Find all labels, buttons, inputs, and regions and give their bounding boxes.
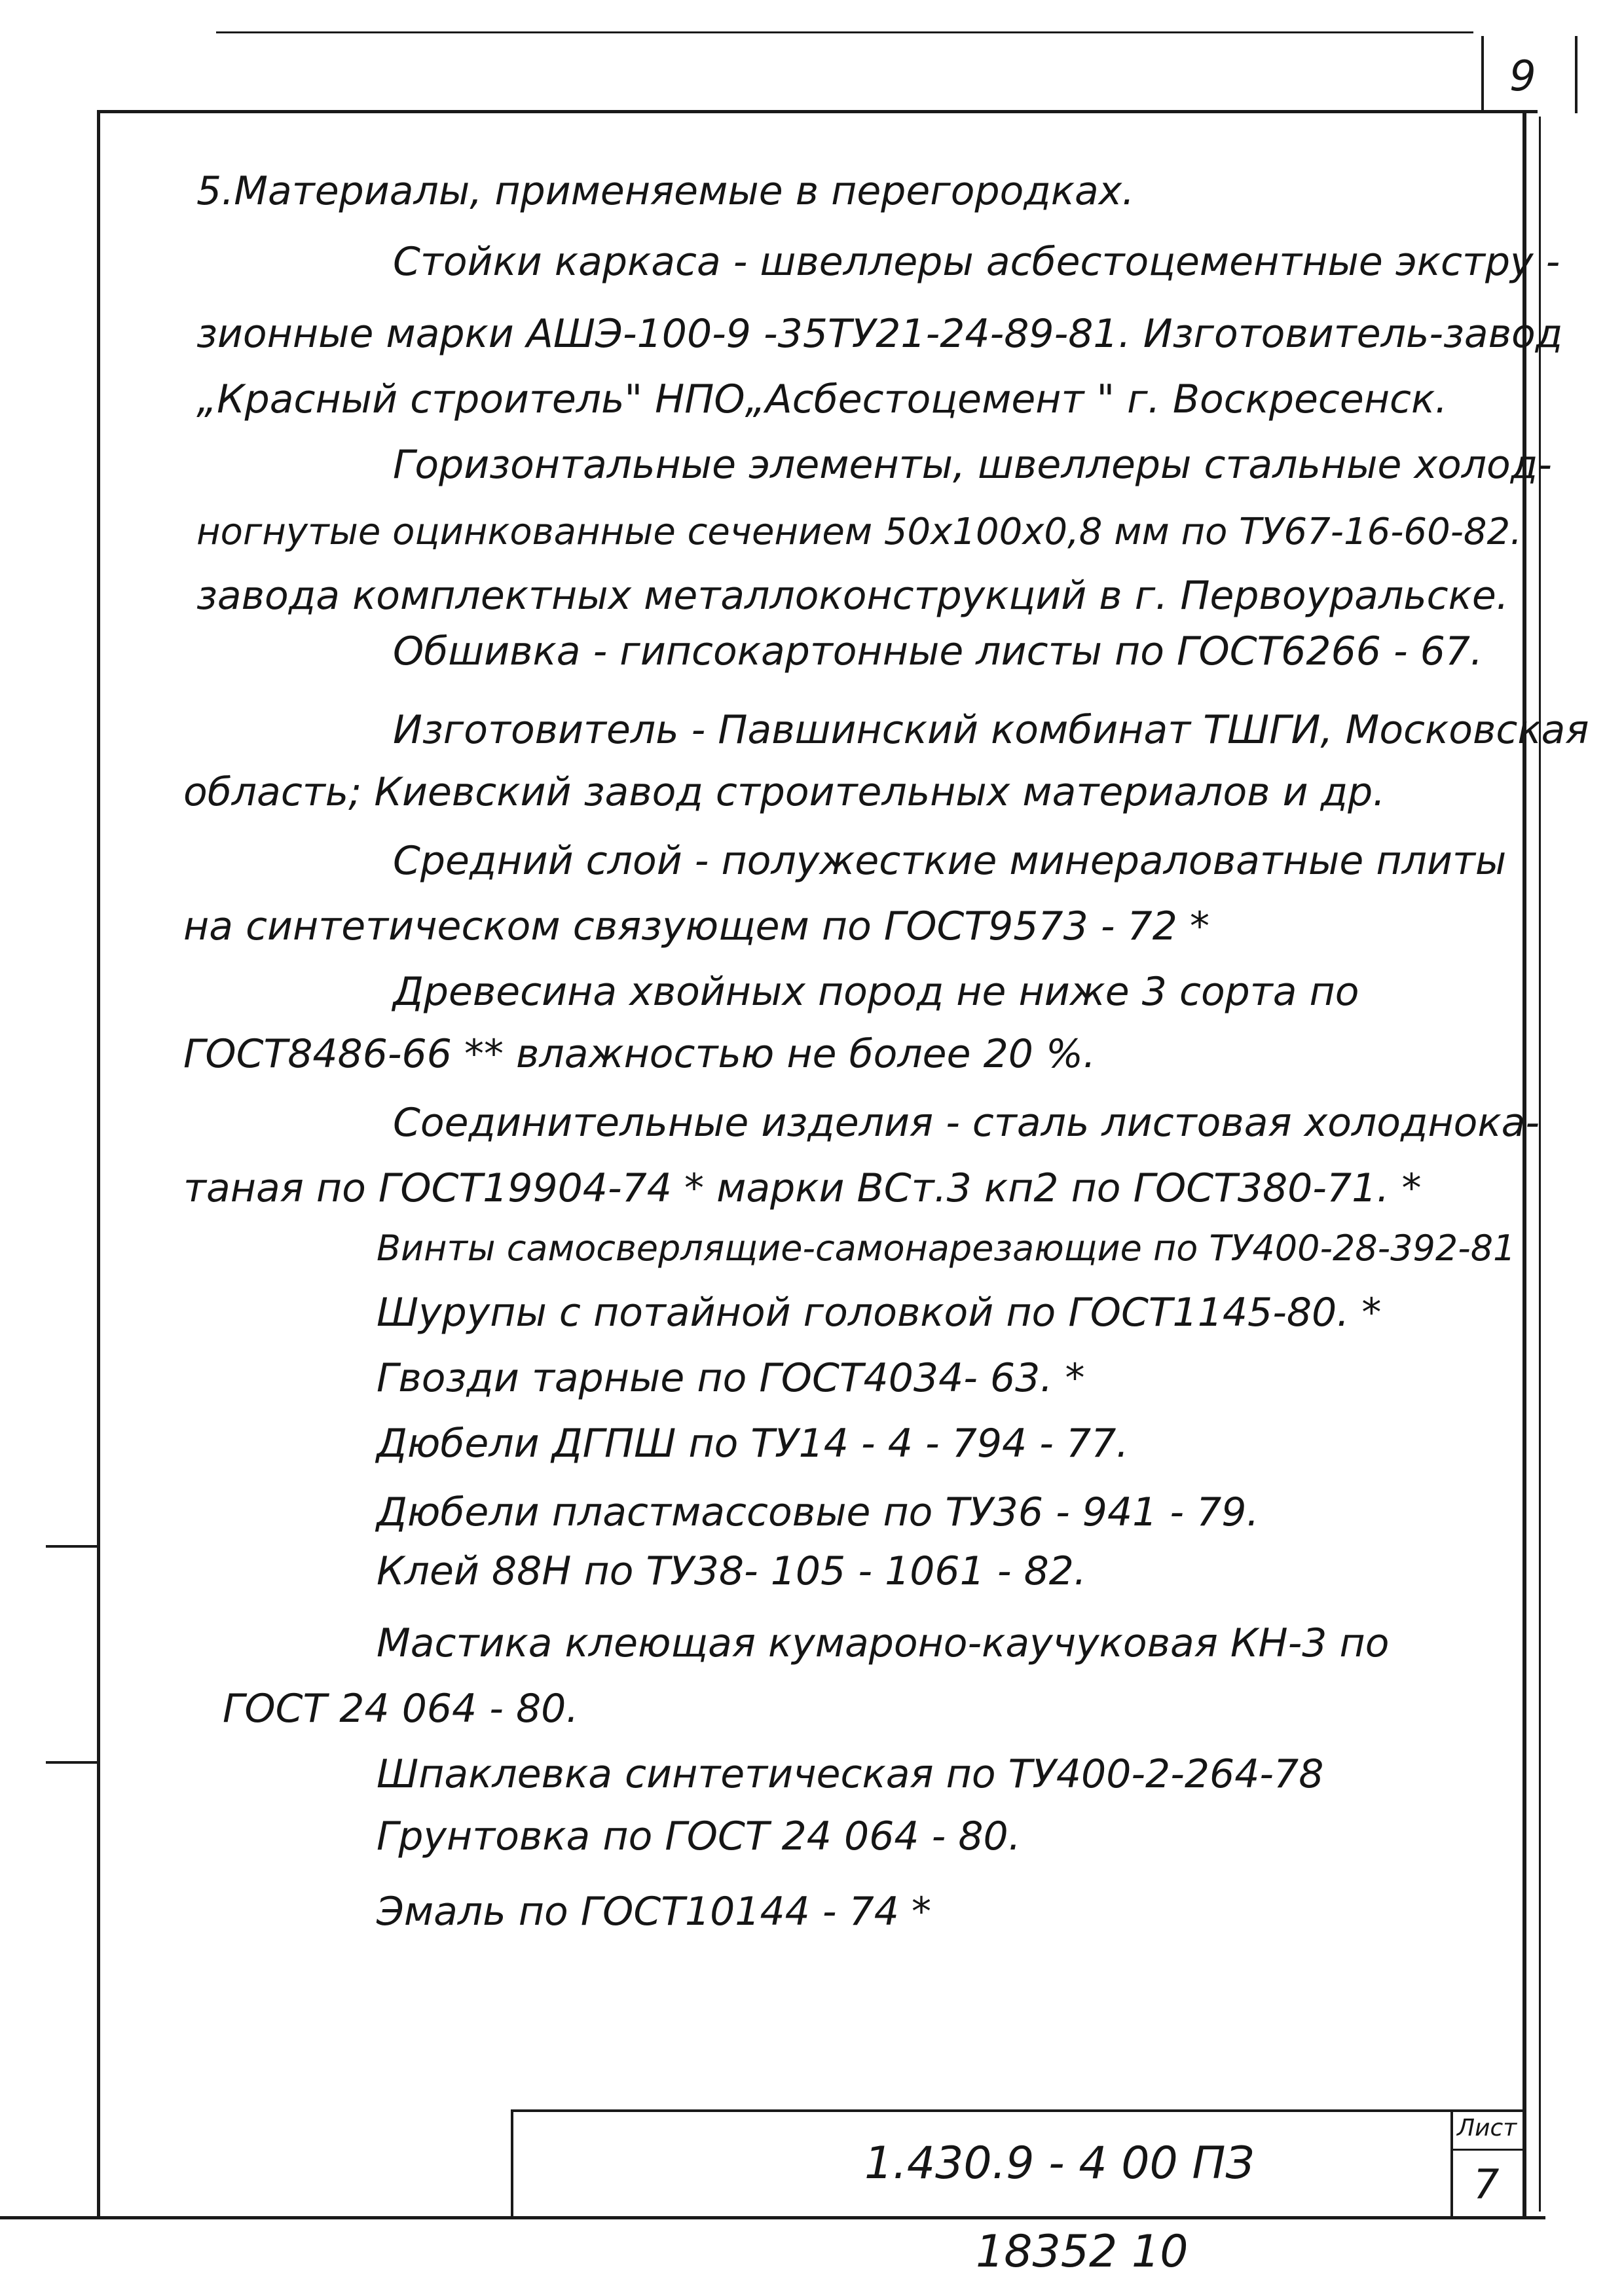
- margin-tick-2: [46, 1761, 100, 1764]
- page-box-right: [1575, 36, 1578, 113]
- text-line: зионные марки АШЭ-100-9 -35ТУ21-24-89-81. Изготовитель-завод: [196, 311, 1563, 357]
- text-line: Мастика клеющая кумароно-каучуковая КН-3 по: [377, 1620, 1390, 1666]
- document-code: 1.430.9 - 4 00 ПЗ: [864, 2138, 1255, 2189]
- frame-top: [97, 110, 1538, 113]
- text-line: Шурупы с потайной головкой по ГОСТ1145-80. *: [377, 1290, 1382, 1336]
- text-line: Дюбели ДГПШ по ТУ14 - 4 - 794 - 77.: [377, 1421, 1129, 1467]
- text-line: Средний слой - полужесткие минераловатные плиты: [393, 838, 1507, 884]
- text-line: Гвозди тарные по ГОСТ4034- 63. *: [377, 1355, 1085, 1401]
- stamp-left-line: [511, 2109, 513, 2217]
- text-line: таная по ГОСТ19904-74 * марки ВСт.3 кп2 по ГОСТ380-71. *: [183, 1165, 1422, 1211]
- frame-right: [1522, 110, 1526, 2218]
- stamp-sheet-divider: [1450, 2109, 1453, 2217]
- page-box-left: [1481, 36, 1484, 113]
- sheet-label: Лист: [1457, 2115, 1517, 2141]
- text-line: Винты самосверлящие-самонарезающие по ТУ400-28-392-81: [377, 1228, 1516, 1269]
- text-line: Соединительные изделия - сталь листовая холоднока-: [393, 1100, 1540, 1146]
- text-line: Горизонтальные элементы, швеллеры стальные холод-: [393, 442, 1552, 488]
- frame-left: [97, 110, 100, 2218]
- text-line: Шпаклевка синтетическая по ТУ400-2-264-78: [377, 1751, 1324, 1797]
- archive-number: 18352 10: [976, 2226, 1189, 2278]
- sheet-number: 7: [1473, 2160, 1500, 2208]
- text-line: Эмаль по ГОСТ10144 - 74 *: [377, 1889, 932, 1935]
- text-line: завода комплектных металлоконструкций в г. Первоуральске.: [196, 573, 1509, 619]
- text-line: Дюбели пластмассовые по ТУ36 - 941 - 79.: [377, 1489, 1259, 1535]
- frame-bottom: [0, 2216, 1545, 2219]
- text-line: на синтетическом связующем по ГОСТ9573 - 72 *: [183, 903, 1209, 949]
- page-number: 9: [1509, 52, 1536, 101]
- text-line: „Красный строитель" НПО„Асбестоцемент " г. Воскресенск.: [196, 376, 1448, 422]
- frame-right-outer: [1539, 117, 1541, 2212]
- margin-tick-1: [46, 1545, 100, 1548]
- text-line: Клей 88Н по ТУ38- 105 - 1061 - 82.: [377, 1548, 1086, 1594]
- text-line: Стойки каркаса - швеллеры асбестоцементные экстру -: [393, 239, 1560, 285]
- text-line: 5.Материалы, применяемые в перегородках.: [196, 168, 1135, 214]
- text-line: ногнутые оцинкованные сечением 50х100х0,8 мм по ТУ67-16-60-82.: [196, 511, 1522, 553]
- text-line: ГОСТ 24 064 - 80.: [223, 1686, 579, 1732]
- stamp-sheet-label-line: [1450, 2149, 1526, 2151]
- text-line: Древесина хвойных пород не ниже 3 сорта по: [393, 969, 1359, 1015]
- stamp-top-line: [511, 2109, 1526, 2112]
- top-thin-line: [216, 31, 1473, 33]
- text-line: Грунтовка по ГОСТ 24 064 - 80.: [377, 1813, 1021, 1859]
- text-line: Изготовитель - Павшинский комбинат ТШГИ, Московская: [393, 707, 1589, 753]
- text-line: Обшивка - гипсокартонные листы по ГОСТ6266 - 67.: [393, 629, 1483, 674]
- text-line: ГОСТ8486-66 ** влажностью не более 20 %.: [183, 1031, 1096, 1077]
- text-line: область; Киевский завод строительных материалов и др.: [183, 769, 1386, 815]
